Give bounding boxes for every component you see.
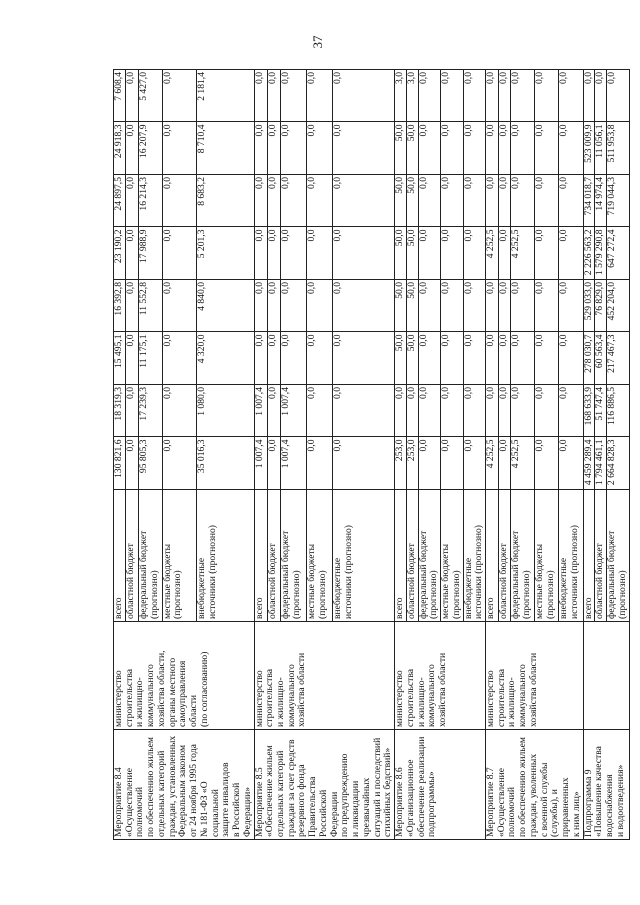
amount-cell: 0,0	[441, 122, 463, 175]
amount-cell: 0,0	[498, 280, 511, 333]
amount-cell: 0,0	[418, 70, 440, 123]
amount-cell: 0,0	[463, 280, 485, 333]
amount-cell: 16 207,9	[138, 122, 162, 175]
amount-cell: 1 007,4	[281, 437, 307, 490]
amount-cell: 50,0	[406, 175, 418, 228]
amount-cell: 0,0	[595, 70, 607, 123]
amount-cell: 253,0	[406, 437, 418, 490]
amount-cell: 4 320,0	[197, 332, 254, 385]
funding-source-cell: всего	[395, 490, 407, 622]
amount-cell: 0,0	[126, 280, 138, 333]
funding-source-cell: областной бюджет	[595, 490, 607, 622]
amount-cell: 8 683,2	[197, 175, 254, 228]
table-row	[583, 70, 595, 840]
amount-cell: 168 633,9	[583, 385, 595, 438]
amount-cell: 0,0	[126, 70, 138, 123]
amount-cell: 116 886,5	[607, 385, 629, 438]
amount-cell: 0,0	[307, 280, 333, 333]
amount-cell: 0,0	[511, 332, 535, 385]
amount-cell: 0,0	[418, 332, 440, 385]
amount-cell: 0,0	[485, 70, 498, 123]
amount-cell: 50,0	[406, 332, 418, 385]
amount-cell: 5 201,3	[197, 227, 254, 280]
amount-cell: 50,0	[406, 280, 418, 333]
funding-source-cell: внебюджетные источники (прогнозно)	[333, 490, 395, 622]
amount-cell: 2 664 828,3	[607, 437, 629, 490]
amount-cell: 0,0	[511, 175, 535, 228]
funding-source-cell: местные бюджеты (прогнозно)	[307, 490, 333, 622]
amount-cell: 0,0	[607, 70, 629, 123]
measure-cell: Мероприятие 8.4 «Осуществление полномочий по обеспечению жильем отдельных категорий граждан, установленных Федеральным законом от 24 ноября 1995 года № 181-ФЗ «О социальной защите инвалидов в Российской Федерации»	[114, 730, 255, 840]
amount-cell: 0,0	[559, 437, 583, 490]
amount-cell: 0,0	[441, 227, 463, 280]
amount-cell: 1 579 290,8	[595, 227, 607, 280]
amount-cell: 0,0	[307, 437, 333, 490]
amount-cell: 0,0	[559, 280, 583, 333]
amount-cell: 0,0	[441, 437, 463, 490]
amount-cell: 0,0	[307, 385, 333, 438]
amount-cell: 0,0	[162, 175, 197, 228]
amount-cell: 0,0	[254, 227, 267, 280]
amount-cell: 15 495,1	[114, 332, 126, 385]
amount-cell: 0,0	[307, 227, 333, 280]
funding-source-cell: местные бюджеты (прогнозно)	[162, 490, 197, 622]
amount-cell: 0,0	[281, 280, 307, 333]
funding-source-cell: федеральный бюджет (прогнозно)	[418, 490, 440, 622]
amount-cell: 50,0	[395, 175, 407, 228]
funding-source-cell: всего	[583, 490, 595, 622]
amount-cell: 0,0	[307, 70, 333, 123]
amount-cell: 11 175,1	[138, 332, 162, 385]
amount-cell: 4 252,5	[485, 437, 498, 490]
amount-cell: 0,0	[333, 70, 395, 123]
table-row	[485, 70, 498, 840]
amount-cell: 11 056,1	[595, 122, 607, 175]
amount-cell: 1 007,4	[254, 385, 267, 438]
amount-cell: 0,0	[535, 175, 559, 228]
amount-cell: 0,0	[535, 70, 559, 123]
amount-cell: 4 459 289,4	[583, 437, 595, 490]
amount-cell: 278 030,7	[583, 332, 595, 385]
executor-cell	[583, 622, 629, 730]
table-row	[395, 70, 407, 840]
amount-cell: 1 007,4	[281, 385, 307, 438]
amount-cell: 17 239,3	[138, 385, 162, 438]
amount-cell: 0,0	[254, 122, 267, 175]
amount-cell: 0,0	[485, 332, 498, 385]
amount-cell: 4 252,5	[511, 437, 535, 490]
amount-cell: 0,0	[498, 385, 511, 438]
amount-cell: 0,0	[559, 227, 583, 280]
amount-cell: 0,0	[126, 332, 138, 385]
amount-cell: 0,0	[559, 175, 583, 228]
amount-cell: 8 710,4	[197, 122, 254, 175]
amount-cell: 0,0	[559, 332, 583, 385]
measure-cell: Мероприятие 8.5 «Обеспечение жильем отдельных категорий граждан за счет средств резервного фонда Правительства Российской Федерации по предупреждению и ликвидации чрезвычайных ситуаций и последствий стихийных бедствий»	[254, 730, 395, 840]
amount-cell: 4 252,5	[485, 227, 498, 280]
page-number: 37	[310, 35, 325, 49]
amount-cell: 1 794 461,1	[595, 437, 607, 490]
amount-cell: 0,0	[307, 175, 333, 228]
amount-cell: 23 190,2	[114, 227, 126, 280]
amount-cell: 0,0	[126, 437, 138, 490]
amount-cell: 18 319,3	[114, 385, 126, 438]
amount-cell: 0,0	[441, 332, 463, 385]
amount-cell: 0,0	[254, 332, 267, 385]
funding-source-cell: внебюджетные источники (прогнозно)	[197, 490, 254, 622]
amount-cell: 0,0	[307, 332, 333, 385]
funding-source-cell: областной бюджет	[126, 490, 138, 622]
amount-cell: 0,0	[463, 385, 485, 438]
amount-cell: 4 252,5	[511, 227, 535, 280]
amount-cell: 0,0	[485, 175, 498, 228]
executor-cell: министерство строительства и жилищно- коммунального хозяйства области	[485, 622, 583, 730]
amount-cell: 0,0	[463, 227, 485, 280]
amount-cell: 35 016,3	[197, 437, 254, 490]
amount-cell: 0,0	[441, 385, 463, 438]
amount-cell: 0,0	[406, 385, 418, 438]
amount-cell: 217 467,3	[607, 332, 629, 385]
amount-cell: 647 272,4	[607, 227, 629, 280]
amount-cell: 0,0	[307, 122, 333, 175]
amount-cell: 0,0	[162, 385, 197, 438]
amount-cell: 0,0	[485, 280, 498, 333]
amount-cell: 0,0	[254, 70, 267, 123]
funding-source-cell: федеральный бюджет (прогнозно)	[138, 490, 162, 622]
budget-table-body	[114, 70, 630, 840]
amount-cell: 0,0	[281, 175, 307, 228]
amount-cell: 0,0	[535, 385, 559, 438]
amount-cell: 0,0	[498, 122, 511, 175]
amount-cell: 0,0	[463, 122, 485, 175]
amount-cell: 0,0	[485, 385, 498, 438]
amount-cell: 0,0	[126, 227, 138, 280]
table-row	[114, 70, 126, 840]
amount-cell: 0,0	[559, 122, 583, 175]
amount-cell: 0,0	[498, 70, 511, 123]
amount-cell: 0,0	[418, 122, 440, 175]
amount-cell: 0,0	[162, 332, 197, 385]
amount-cell: 734 018,7	[583, 175, 595, 228]
amount-cell: 0,0	[162, 122, 197, 175]
amount-cell: 0,0	[441, 280, 463, 333]
amount-cell: 3,0	[406, 70, 418, 123]
amount-cell: 0,0	[333, 280, 395, 333]
amount-cell: 0,0	[441, 70, 463, 123]
amount-cell: 50,0	[406, 227, 418, 280]
amount-cell: 0,0	[281, 227, 307, 280]
amount-cell: 0,0	[535, 437, 559, 490]
amount-cell: 0,0	[418, 437, 440, 490]
amount-cell: 4 840,0	[197, 280, 254, 333]
amount-cell: 0,0	[395, 385, 407, 438]
funding-source-cell: всего	[114, 490, 126, 622]
amount-cell: 7 608,4	[114, 70, 126, 123]
amount-cell: 0,0	[463, 437, 485, 490]
amount-cell: 0,0	[498, 332, 511, 385]
amount-cell: 51 747,4	[595, 385, 607, 438]
amount-cell: 0,0	[463, 175, 485, 228]
amount-cell: 1 007,4	[254, 437, 267, 490]
amount-cell: 0,0	[333, 332, 395, 385]
amount-cell: 0,0	[333, 437, 395, 490]
amount-cell: 253,0	[395, 437, 407, 490]
funding-source-cell: внебюджетные источники (прогнозно)	[463, 490, 485, 622]
amount-cell: 0,0	[281, 332, 307, 385]
funding-source-cell: всего	[485, 490, 498, 622]
executor-cell: министерство строительства и жилищно- коммунального хозяйства области	[395, 622, 486, 730]
amount-cell: 0,0	[418, 385, 440, 438]
executor-cell: министерство строительства и жилищно- коммунального хозяйства области	[254, 622, 395, 730]
amount-cell: 0,0	[333, 227, 395, 280]
amount-cell: 50,0	[395, 122, 407, 175]
amount-cell: 0,0	[535, 332, 559, 385]
amount-cell: 511 953,8	[607, 122, 629, 175]
amount-cell: 0,0	[559, 70, 583, 123]
amount-cell: 0,0	[162, 437, 197, 490]
amount-cell: 0,0	[511, 385, 535, 438]
amount-cell: 0,0	[463, 332, 485, 385]
amount-cell: 0,0	[162, 227, 197, 280]
amount-cell: 452 204,0	[607, 280, 629, 333]
amount-cell: 529 033,0	[583, 280, 595, 333]
amount-cell: 0,0	[535, 122, 559, 175]
amount-cell: 0,0	[126, 122, 138, 175]
amount-cell: 0,0	[268, 280, 281, 333]
amount-cell: 2 226 563,2	[583, 227, 595, 280]
amount-cell: 0,0	[162, 70, 197, 123]
amount-cell: 0,0	[268, 122, 281, 175]
amount-cell: 0,0	[268, 227, 281, 280]
amount-cell: 0,0	[418, 175, 440, 228]
measure-cell: Мероприятие 8.6 «Организационное обеспечение реализации подпрограммы»	[395, 730, 486, 840]
amount-cell: 0,0	[583, 70, 595, 123]
amount-cell: 0,0	[281, 122, 307, 175]
amount-cell: 0,0	[254, 175, 267, 228]
amount-cell: 5 427,0	[138, 70, 162, 123]
rotated-table-container	[113, 70, 628, 840]
amount-cell: 0,0	[268, 437, 281, 490]
funding-source-cell: местные бюджеты (прогнозно)	[535, 490, 559, 622]
amount-cell: 0,0	[268, 175, 281, 228]
amount-cell: 0,0	[511, 122, 535, 175]
amount-cell: 0,0	[268, 332, 281, 385]
amount-cell: 0,0	[485, 122, 498, 175]
amount-cell: 523 009,9	[583, 122, 595, 175]
amount-cell: 0,0	[418, 280, 440, 333]
amount-cell: 130 821,6	[114, 437, 126, 490]
amount-cell: 1 080,0	[197, 385, 254, 438]
amount-cell: 0,0	[441, 175, 463, 228]
amount-cell: 11 552,8	[138, 280, 162, 333]
amount-cell: 16 214,3	[138, 175, 162, 228]
amount-cell: 50,0	[395, 280, 407, 333]
amount-cell: 0,0	[333, 175, 395, 228]
funding-source-cell: внебюджетные источники (прогнозно)	[559, 490, 583, 622]
amount-cell: 0,0	[268, 70, 281, 123]
executor-cell: министерство строительства и жилищно- коммунального хозяйства области, органы местного самоуправления области (по согласованию)	[114, 622, 255, 730]
amount-cell: 0,0	[162, 280, 197, 333]
amount-cell: 60 563,4	[595, 332, 607, 385]
amount-cell: 0,0	[511, 280, 535, 333]
amount-cell: 0,0	[511, 70, 535, 123]
table-row	[254, 70, 267, 840]
amount-cell: 3,0	[395, 70, 407, 123]
measure-cell: Мероприятие 8.7 «Осуществление полномочий по обеспечению жильем граждан, уволенных с военной службы (службы), и приравненных к ним лиц»	[485, 730, 583, 840]
amount-cell: 0,0	[254, 280, 267, 333]
funding-source-cell: областной бюджет	[268, 490, 281, 622]
funding-source-cell: областной бюджет	[406, 490, 418, 622]
amount-cell: 0,0	[281, 70, 307, 123]
amount-cell: 17 988,9	[138, 227, 162, 280]
funding-source-cell: всего	[254, 490, 267, 622]
funding-source-cell: федеральный бюджет (прогнозно)	[281, 490, 307, 622]
funding-source-cell: местные бюджеты (прогнозно)	[441, 490, 463, 622]
funding-source-cell: областной бюджет	[498, 490, 511, 622]
amount-cell: 0,0	[498, 227, 511, 280]
amount-cell: 50,0	[395, 227, 407, 280]
amount-cell: 24 897,5	[114, 175, 126, 228]
amount-cell: 16 392,8	[114, 280, 126, 333]
funding-source-cell: федеральный бюджет (прогнозно)	[511, 490, 535, 622]
amount-cell: 95 805,3	[138, 437, 162, 490]
measure-cell: Подпрограмма 9 «Повышение качества водоснабжения и водоотведения»	[583, 730, 629, 840]
amount-cell: 0,0	[418, 227, 440, 280]
amount-cell: 76 829,0	[595, 280, 607, 333]
amount-cell: 2 181,4	[197, 70, 254, 123]
amount-cell: 24 918,3	[114, 122, 126, 175]
amount-cell: 0,0	[535, 227, 559, 280]
amount-cell: 0,0	[126, 385, 138, 438]
amount-cell: 0,0	[498, 175, 511, 228]
amount-cell: 0,0	[333, 122, 395, 175]
amount-cell: 0,0	[498, 437, 511, 490]
amount-cell: 719 044,3	[607, 175, 629, 228]
amount-cell: 0,0	[268, 385, 281, 438]
amount-cell: 0,0	[559, 385, 583, 438]
budget-table	[113, 69, 630, 840]
amount-cell: 50,0	[406, 122, 418, 175]
funding-source-cell: федеральный бюджет (прогнозно)	[607, 490, 629, 622]
amount-cell: 0,0	[333, 385, 395, 438]
amount-cell: 0,0	[126, 175, 138, 228]
amount-cell: 0,0	[463, 70, 485, 123]
amount-cell: 50,0	[395, 332, 407, 385]
amount-cell: 0,0	[535, 280, 559, 333]
amount-cell: 14 974,4	[595, 175, 607, 228]
